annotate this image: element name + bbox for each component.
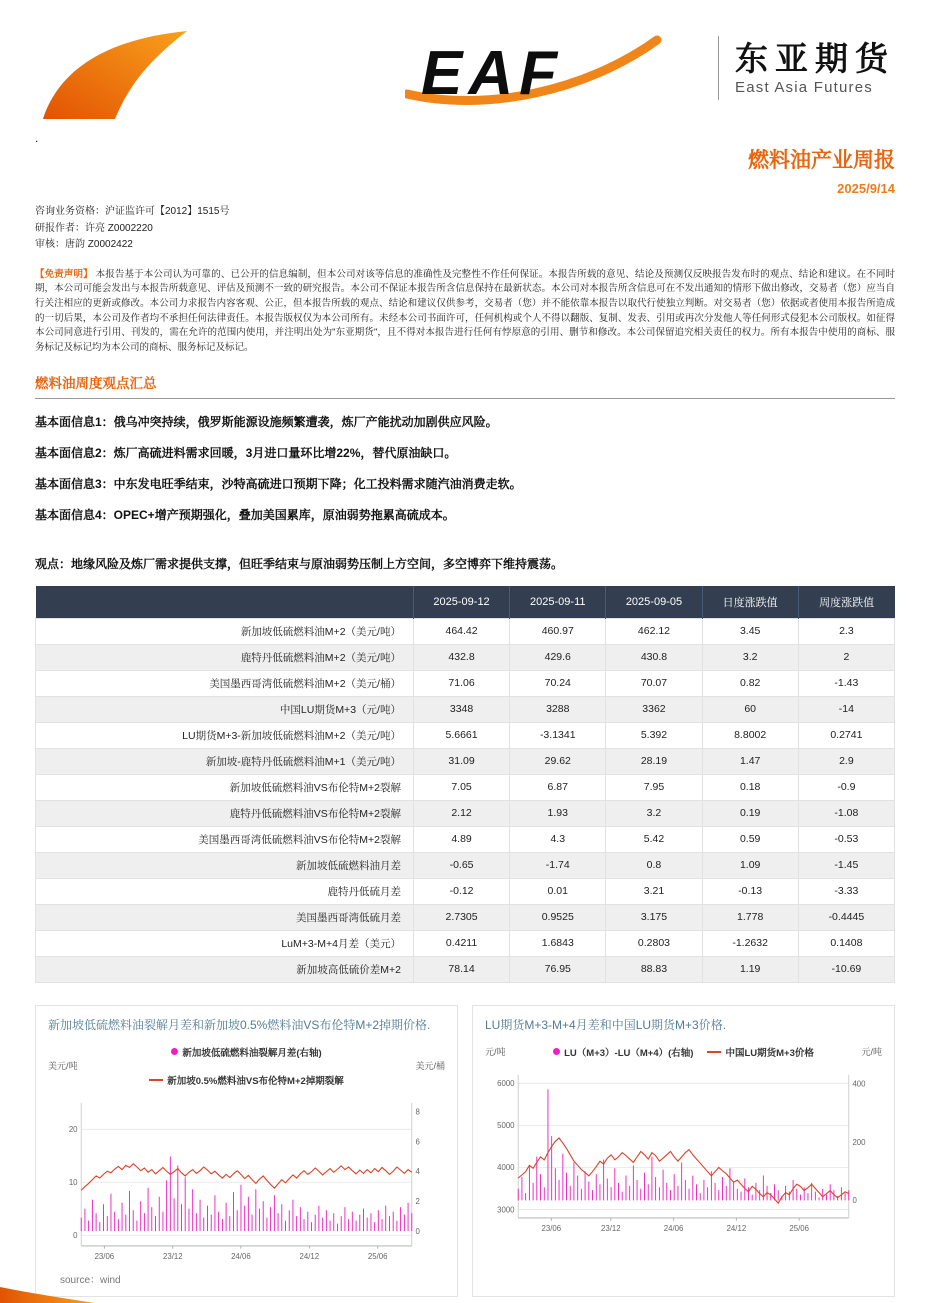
svg-text:25/06: 25/06 — [367, 1251, 388, 1261]
table-cell: 0.1408 — [798, 930, 894, 956]
svg-text:8: 8 — [415, 1107, 420, 1117]
table-cell: 5.42 — [606, 826, 702, 852]
table-cell: -3.33 — [798, 878, 894, 904]
svg-text:25/06: 25/06 — [789, 1223, 809, 1233]
table-cell: -1.74 — [510, 852, 606, 878]
table-cell: 4.89 — [413, 826, 509, 852]
fundamental-point-1: 基本面信息1：俄乌冲突持续，俄罗斯能源设施频繁遭袭，炼厂产能扰动加剧供应风险。 — [35, 414, 498, 429]
table-cell: 2.3 — [798, 618, 894, 644]
table-cell: 88.83 — [606, 956, 702, 982]
table-cell: 60 — [702, 696, 798, 722]
orange-swoosh-graphic — [35, 26, 210, 122]
qualification-line: 咨询业务资格：沪证监许可【2012】1515号 — [35, 206, 230, 217]
table-cell: 0.01 — [510, 878, 606, 904]
row-label: 美国墨西哥湾低硫燃料油VS布伦特M+2裂解 — [36, 826, 414, 852]
table-cell: 1.6843 — [510, 930, 606, 956]
table-cell: -1.2632 — [702, 930, 798, 956]
legend-item — [171, 1045, 321, 1059]
table-cell: 31.09 — [413, 748, 509, 774]
table-row — [36, 774, 895, 800]
logo-text: EAF — [421, 39, 563, 108]
stray-dot: . — [35, 131, 39, 145]
row-label: 新加坡-鹿特丹低硫燃料油M+1（美元/吨） — [36, 748, 414, 774]
legend-item — [149, 1073, 344, 1087]
svg-text:24/06: 24/06 — [231, 1251, 251, 1261]
table-cell: -1.08 — [798, 800, 894, 826]
right-axis-unit-label: 元/吨 — [861, 1047, 882, 1058]
svg-text:10: 10 — [68, 1177, 78, 1187]
row-label: 鹿特丹低硫月差 — [36, 878, 414, 904]
table-cell: 3362 — [606, 696, 702, 722]
table-cell: 3.175 — [606, 904, 702, 930]
table-row — [36, 618, 895, 644]
brand-name-en: East Asia Futures — [735, 79, 873, 97]
table-cell: 430.8 — [606, 644, 702, 670]
legend-label: 中国LU期货M+3价格 — [725, 1047, 814, 1059]
disclaimer-label: 【免责声明】 — [35, 268, 93, 280]
row-label: LU期货M+3-新加坡低硫燃料油M+2（美元/吨） — [36, 722, 414, 748]
crack-spread-chart — [48, 1093, 445, 1265]
column-header: 周度涨跌值 — [798, 586, 894, 619]
table-cell: 1.778 — [702, 904, 798, 930]
row-label: 新加坡低硫燃料油M+2（美元/吨） — [36, 618, 414, 644]
brand-block — [718, 36, 895, 100]
row-label: 中国LU期货M+3（元/吨） — [36, 696, 414, 722]
charts-row — [35, 1005, 895, 1297]
viewpoint-line: 观点：地缘风险及炼厂需求提供支撑，但旺季结束与原油弱势压制上方空间，多空博弈下维持震荡。 — [35, 556, 564, 571]
table-cell: 4.3 — [510, 826, 606, 852]
table-cell: 71.06 — [413, 670, 509, 696]
svg-text:6000: 6000 — [497, 1078, 515, 1088]
row-label: LuM+3-M+4月差（美元） — [36, 930, 414, 956]
table-row — [36, 878, 895, 904]
chart-legend — [78, 1045, 416, 1087]
table-cell: 70.07 — [606, 670, 702, 696]
legend-line-marker — [707, 1051, 721, 1053]
table-cell: 3288 — [510, 696, 606, 722]
table-cell: -0.12 — [413, 878, 509, 904]
table-cell: -3.1341 — [510, 722, 606, 748]
table-cell: 76.95 — [510, 956, 606, 982]
legend-label: 新加坡0.5%燃料油VS布伦特M+2掉期裂解 — [167, 1075, 344, 1087]
table-cell: 5.6661 — [413, 722, 509, 748]
table-row — [36, 826, 895, 852]
table-cell: 1.47 — [702, 748, 798, 774]
chart-legend — [506, 1045, 862, 1059]
fundamental-point-4: 基本面信息4：OPEC+增产预期强化，叠加美国累库，原油弱势拖累高硫成本。 — [35, 507, 455, 522]
fundamental-point-3: 基本面信息3：中东发电旺季结束，沙特高硫进口预期下降；化工投料需求随汽油消费走软。 — [35, 476, 522, 491]
table-cell: 464.42 — [413, 618, 509, 644]
table-cell: 28.19 — [606, 748, 702, 774]
table-cell: 0.18 — [702, 774, 798, 800]
table-row — [36, 904, 895, 930]
left-axis-unit-label: 元/吨 — [485, 1047, 506, 1058]
svg-text:23/06: 23/06 — [94, 1251, 115, 1261]
right-axis-unit-label: 美元/桶 — [415, 1061, 445, 1072]
svg-text:0: 0 — [73, 1230, 78, 1240]
bottom-orange-swoosh — [0, 1285, 95, 1303]
section-heading: 燃料油周度观点汇总 — [35, 372, 895, 399]
table-cell: 3.2 — [606, 800, 702, 826]
table-cell: 0.82 — [702, 670, 798, 696]
table-cell: 7.95 — [606, 774, 702, 800]
legend-line-marker — [149, 1079, 163, 1081]
table-cell: 3.21 — [606, 878, 702, 904]
brand-name-cn: 东亚期货 — [735, 39, 895, 77]
table-cell: -10.69 — [798, 956, 894, 982]
table-row — [36, 670, 895, 696]
table-row — [36, 748, 895, 774]
report-header — [35, 22, 895, 130]
row-label: 新加坡低硫燃料油VS布伦特M+2裂解 — [36, 774, 414, 800]
eaf-logo — [405, 30, 665, 122]
table-cell: -0.65 — [413, 852, 509, 878]
table-cell: 0.59 — [702, 826, 798, 852]
svg-text:400: 400 — [852, 1079, 866, 1089]
table-cell: 460.97 — [510, 618, 606, 644]
fundamental-point-2: 基本面信息2：炼厂高硫进料需求回暖，3月进口量环比增22%，替代原油缺口。 — [35, 445, 457, 460]
title-block — [35, 144, 895, 196]
summary-table-body — [36, 618, 895, 982]
svg-text:20: 20 — [68, 1124, 78, 1134]
summary-table — [35, 586, 895, 983]
table-cell: -0.53 — [798, 826, 894, 852]
table-cell: 2 — [798, 644, 894, 670]
table-cell: 78.14 — [413, 956, 509, 982]
legend-row — [485, 1045, 882, 1059]
row-label: 鹿特丹低硫燃料油VS布伦特M+2裂解 — [36, 800, 414, 826]
table-row — [36, 956, 895, 982]
svg-text:0: 0 — [415, 1226, 420, 1236]
legend-label: LU（M+3）-LU（M+4）(右轴) — [564, 1047, 694, 1059]
svg-text:23/12: 23/12 — [600, 1223, 621, 1233]
table-cell: 8.8002 — [702, 722, 798, 748]
table-cell: 29.62 — [510, 748, 606, 774]
left-axis-unit-label: 美元/吨 — [48, 1061, 78, 1072]
disclaimer-text: 本报告基于本公司认为可靠的、已公开的信息编制，但本公司对该等信息的准确性及完整性不作任何保证。本报告所载的意见、结论及预测仅反映报告发布时的观点、结论和建议。在不同时期，本公司可能会发出与本报告所载意见、评估及预测不一致的研究报告。本公司不保证本报告所含信息保持在最新状态。本公司对本报告所含信息可在不发出通知的情形下做出修改，交易者（您）应当自行关注相应的更新或修改。本公司力求报告内容客观、公正，但本报告所载的观点、结论和建议仅供参考，交易者（您）并不能依靠本报告以取代行使独立判断。对交易者（您）依据或者使用本报告所造成的一切后果，本公司及作者均不承担任何法律责任。本报告版权仅为本公司所有。未经本公司书面许可，任何机构或个人不得以翻版、复制、发表、引用或再次分发他人等任何形式侵犯本公司版权。如征得本公司同意进行引用、刊发的，需在允许的范围内使用，并注明出处为"东亚期货"，且不得对本报告进行任何有悖原意的引用、删节和修改。本公司保留追究相关责任的权力。所有本报告中使用的商标、服务标记及标记均为本公司的商标、服务标记及标记。 — [35, 268, 895, 354]
table-cell: 3.2 — [702, 644, 798, 670]
chart-title-crack-spread: 新加坡低硫燃料油裂解月差和新加坡0.5%燃料油VS布伦特M+2掉期价格. — [48, 1017, 431, 1032]
row-label: 新加坡高低硫价差M+2 — [36, 956, 414, 982]
reviewer-line: 审核：唐韵 Z0002422 — [35, 239, 133, 250]
meta-block — [35, 204, 895, 254]
svg-text:24/12: 24/12 — [299, 1251, 320, 1261]
legend-label: 新加坡低硫燃料油裂解月差(右轴) — [182, 1047, 322, 1059]
row-label: 美国墨西哥湾低硫燃料油M+2（美元/桶） — [36, 670, 414, 696]
table-cell: -14 — [798, 696, 894, 722]
svg-text:24/12: 24/12 — [726, 1223, 747, 1233]
svg-text:2: 2 — [415, 1196, 420, 1206]
chart-source: source：wind — [60, 1274, 121, 1286]
table-row — [36, 696, 895, 722]
report-title: 燃料油产业周报 — [748, 149, 895, 172]
table-cell: 0.8 — [606, 852, 702, 878]
table-cell: -0.9 — [798, 774, 894, 800]
disclaimer — [35, 268, 895, 356]
table-cell: -0.13 — [702, 878, 798, 904]
legend-item — [553, 1045, 693, 1059]
table-cell: 0.2741 — [798, 722, 894, 748]
table-row — [36, 644, 895, 670]
chart-panel-crack-spread — [35, 1005, 458, 1297]
table-cell: 0.2803 — [606, 930, 702, 956]
svg-text:23/12: 23/12 — [162, 1251, 183, 1261]
legend-item — [707, 1045, 813, 1059]
table-cell: 5.392 — [606, 722, 702, 748]
summary-table-head — [36, 586, 895, 619]
legend-dot-marker — [171, 1048, 178, 1055]
chart-panel-lu-spread — [472, 1005, 895, 1297]
table-cell: 2.7305 — [413, 904, 509, 930]
table-row — [36, 800, 895, 826]
row-label: 美国墨西哥湾低硫月差 — [36, 904, 414, 930]
svg-text:4000: 4000 — [497, 1163, 515, 1173]
table-cell: 429.6 — [510, 644, 606, 670]
svg-text:200: 200 — [852, 1137, 866, 1147]
column-header: 2025-09-05 — [606, 586, 702, 619]
chart-title-lu-spread: LU期货M+3-M+4月差和中国LU期货M+3价格. — [485, 1017, 727, 1032]
table-cell: 432.8 — [413, 644, 509, 670]
svg-text:23/06: 23/06 — [541, 1223, 562, 1233]
table-cell: -0.4445 — [798, 904, 894, 930]
table-cell: 462.12 — [606, 618, 702, 644]
svg-text:6: 6 — [415, 1137, 420, 1147]
svg-text:5000: 5000 — [497, 1120, 515, 1130]
table-row — [36, 852, 895, 878]
table-cell: -1.45 — [798, 852, 894, 878]
svg-text:0: 0 — [852, 1195, 857, 1205]
svg-text:3000: 3000 — [497, 1205, 515, 1215]
corner-header — [36, 586, 414, 619]
table-cell: 0.9525 — [510, 904, 606, 930]
legend-row — [48, 1045, 445, 1087]
svg-text:24/06: 24/06 — [663, 1223, 684, 1233]
column-header: 日度涨跌值 — [702, 586, 798, 619]
table-cell: 3348 — [413, 696, 509, 722]
author-line: 研报作者：许亮 Z0002220 — [35, 222, 153, 234]
table-cell: 2.9 — [798, 748, 894, 774]
table-cell: 0.4211 — [413, 930, 509, 956]
table-cell: 7.05 — [413, 774, 509, 800]
table-cell: 1.19 — [702, 956, 798, 982]
lu-spread-chart — [485, 1065, 882, 1237]
table-cell: 0.19 — [702, 800, 798, 826]
table-cell: -1.43 — [798, 670, 894, 696]
column-header: 2025-09-11 — [510, 586, 606, 619]
table-cell: 1.93 — [510, 800, 606, 826]
table-cell: 70.24 — [510, 670, 606, 696]
table-row — [36, 930, 895, 956]
table-cell: 3.45 — [702, 618, 798, 644]
row-label: 新加坡低硫燃料油月差 — [36, 852, 414, 878]
table-row — [36, 722, 895, 748]
table-cell: 6.87 — [510, 774, 606, 800]
brand-divider — [718, 36, 719, 100]
svg-text:4: 4 — [415, 1166, 420, 1176]
column-header: 2025-09-12 — [413, 586, 509, 619]
table-cell: 2.12 — [413, 800, 509, 826]
legend-dot-marker — [553, 1048, 560, 1055]
report-date: 2025/9/14 — [837, 181, 895, 196]
row-label: 鹿特丹低硫燃料油M+2（美元/吨） — [36, 644, 414, 670]
table-cell: 1.09 — [702, 852, 798, 878]
